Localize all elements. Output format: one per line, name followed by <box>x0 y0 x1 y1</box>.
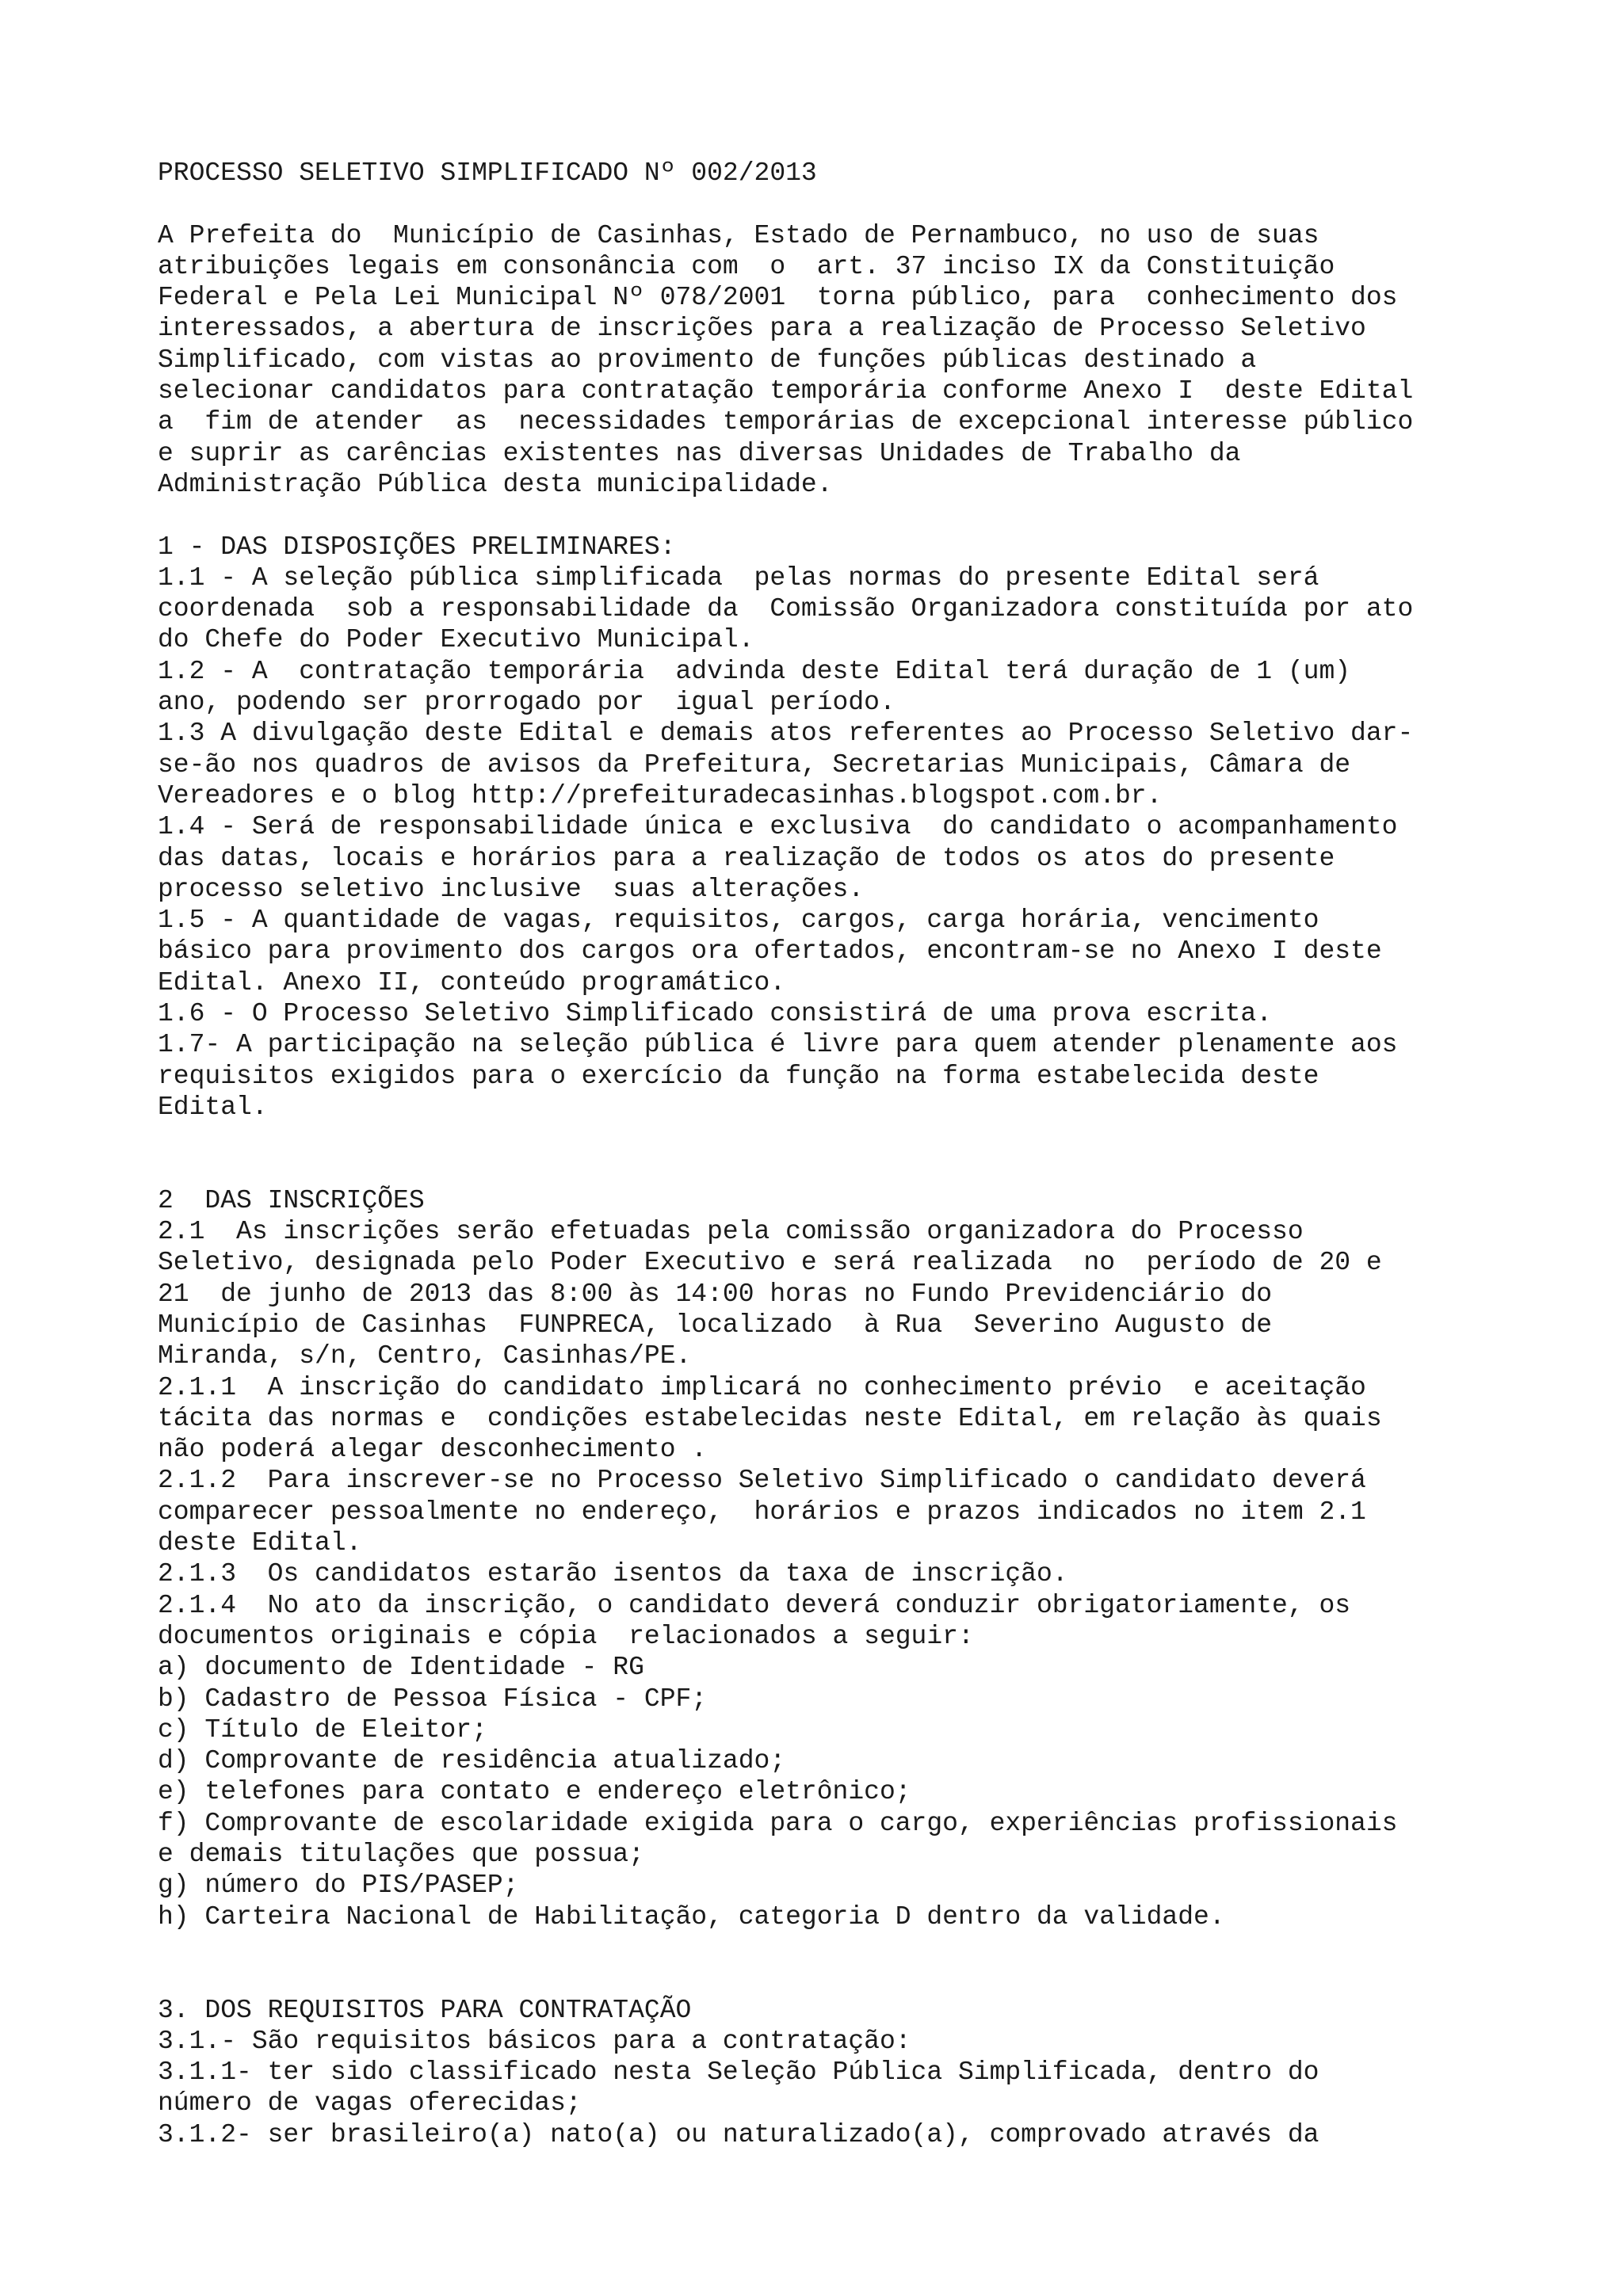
section-2-line: 2.1.3 Os candidatos estarão isentos da taxa de inscrição. <box>158 1559 1068 1589</box>
spacer <box>158 189 1505 219</box>
intro-line: Administração Pública desta municipalidade. <box>158 469 833 499</box>
intro-line: atribuições legais em consonância com o art. 37 inciso IX da Constituição <box>158 251 1335 281</box>
section-3-line: número de vagas oferecidas; <box>158 2088 582 2119</box>
section-1-line: processo seletivo inclusive suas alterações. <box>158 874 865 904</box>
section-2-registrations <box>158 1185 1505 1932</box>
section-2-line: deste Edital. <box>158 1528 362 1558</box>
section-2-line: d) Comprovante de residência atualizado; <box>158 1746 786 1776</box>
section-2-line: c) Título de Eleitor; <box>158 1714 487 1745</box>
intro-paragraph <box>158 220 1505 501</box>
section-1-line: 1 - DAS DISPOSIÇÕES PRELIMINARES: <box>158 532 676 562</box>
section-1-line: Edital. <box>158 1092 268 1122</box>
section-1-line: Edital. Anexo II, conteúdo programático. <box>158 967 786 997</box>
section-2-line: Miranda, s/n, Centro, Casinhas/PE. <box>158 1341 692 1371</box>
section-2-line: e demais titulações que possua; <box>158 1840 644 1870</box>
section-2-line: 2.1.4 No ato da inscrição, o candidato deverá conduzir obrigatoriamente, os <box>158 1590 1351 1620</box>
section-2-line: 2.1 As inscrições serão efetuadas pela comissão organizadora do Processo <box>158 1217 1304 1247</box>
section-1-line: das datas, locais e horários para a realização de todos os atos do presente <box>158 843 1335 873</box>
section-2-line: tácita das normas e condições estabelecidas neste Edital, em relação às quais <box>158 1403 1382 1433</box>
section-1-line: 1.6 - O Processo Seletivo Simplificado consistirá de uma prova escrita. <box>158 999 1273 1029</box>
section-3-line: 3.1.2- ser brasileiro(a) nato(a) ou naturalizado(a), comprovado através da <box>158 2119 1319 2149</box>
section-1-line: 1.4 - Será de responsabilidade única e exclusiva do candidato o acompanhamento <box>158 812 1398 842</box>
section-3-hiring-requirements <box>158 1995 1505 2150</box>
intro-line: Federal e Pela Lei Municipal Nº 078/2001 torna público, para conhecimento dos <box>158 283 1398 313</box>
section-1-preliminary-provisions <box>158 532 1505 1123</box>
intro-line: interessados, a abertura de inscrições para a realização de Processo Seletivo <box>158 314 1366 344</box>
section-2-line: comparecer pessoalmente no endereço, horários e prazos indicados no item 2.1 <box>158 1497 1366 1527</box>
section-1-line: ano, podendo ser prorrogado por igual período. <box>158 688 896 718</box>
section-3-line: 3.1.1- ter sido classificado nesta Seleção Pública Simplificada, dentro do <box>158 2058 1319 2088</box>
section-2-line: b) Cadastro de Pessoa Física - CPF; <box>158 1684 708 1714</box>
section-2-line: e) telefones para contato e endereço eletrônico; <box>158 1777 911 1807</box>
section-2-line: 2.1.2 Para inscrever-se no Processo Seletivo Simplificado o candidato deverá <box>158 1466 1366 1496</box>
section-2-line: 2.1.1 A inscrição do candidato implicará no conhecimento prévio e aceitação <box>158 1372 1366 1402</box>
document-page <box>158 158 1505 2150</box>
section-1-line: 1.3 A divulgação deste Edital e demais atos referentes ao Processo Seletivo dar- <box>158 719 1414 749</box>
section-3-line: 3.1.- São requisitos básicos para a contratação: <box>158 2026 911 2056</box>
section-2-line: 2 DAS INSCRIÇÕES <box>158 1185 425 1215</box>
section-3-line: 3. DOS REQUISITOS PARA CONTRATAÇÃO <box>158 1995 692 2025</box>
section-2-line: a) documento de Identidade - RG <box>158 1653 644 1683</box>
section-2-line: Seletivo, designada pelo Poder Executivo e será realizada no período de 20 e <box>158 1248 1382 1278</box>
section-1-line: 1.5 - A quantidade de vagas, requisitos, cargos, carga horária, vencimento <box>158 906 1319 936</box>
section-2-line: não poderá alegar desconhecimento . <box>158 1435 708 1465</box>
section-1-line: básico para provimento dos cargos ora ofertados, encontram-se no Anexo I deste <box>158 936 1382 967</box>
intro-line: Simplificado, com vistas ao provimento de funções públicas destinado a <box>158 345 1257 375</box>
spacer <box>158 1123 1505 1185</box>
section-1-line: requisitos exigidos para o exercício da função na forma estabelecida deste <box>158 1061 1319 1091</box>
section-1-line: 1.1 - A seleção pública simplificada pelas normas do presente Edital será <box>158 563 1319 593</box>
section-2-line: g) número do PIS/PASEP; <box>158 1871 519 1901</box>
section-1-line: Vereadores e o blog http://prefeituradecasinhas.blogspot.com.br. <box>158 780 1163 810</box>
intro-line: selecionar candidatos para contratação temporária conforme Anexo I deste Edital <box>158 376 1414 406</box>
document-title: PROCESSO SELETIVO SIMPLIFICADO Nº 002/2013 <box>158 158 817 188</box>
spacer <box>158 500 1505 531</box>
intro-line: e suprir as carências existentes nas diversas Unidades de Trabalho da <box>158 438 1241 468</box>
section-2-line: Município de Casinhas FUNPRECA, localizado à Rua Severino Augusto de <box>158 1310 1273 1340</box>
section-2-line: f) Comprovante de escolaridade exigida para o cargo, experiências profissionais <box>158 1808 1398 1838</box>
intro-line: a fim de atender as necessidades temporárias de excepcional interesse público <box>158 407 1414 437</box>
section-1-line: se-ão nos quadros de avisos da Prefeitura, Secretarias Municipais, Câmara de <box>158 749 1351 780</box>
section-1-line: do Chefe do Poder Executivo Municipal. <box>158 625 754 655</box>
intro-line: A Prefeita do Município de Casinhas, Estado de Pernambuco, no uso de suas <box>158 220 1319 250</box>
section-2-line: documentos originais e cópia relacionados a seguir: <box>158 1621 974 1651</box>
section-2-line: h) Carteira Nacional de Habilitação, categoria D dentro da validade. <box>158 1901 1225 1932</box>
section-2-line: 21 de junho de 2013 das 8:00 às 14:00 horas no Fundo Previdenciário do <box>158 1279 1273 1309</box>
section-1-line: 1.7- A participação na seleção pública é livre para quem atender plenamente aos <box>158 1030 1398 1060</box>
section-1-line: coordenada sob a responsabilidade da Comissão Organizadora constituída por ato <box>158 594 1414 624</box>
section-1-line: 1.2 - A contratação temporária advinda deste Edital terá duração de 1 (um) <box>158 656 1351 686</box>
spacer <box>158 1932 1505 1995</box>
